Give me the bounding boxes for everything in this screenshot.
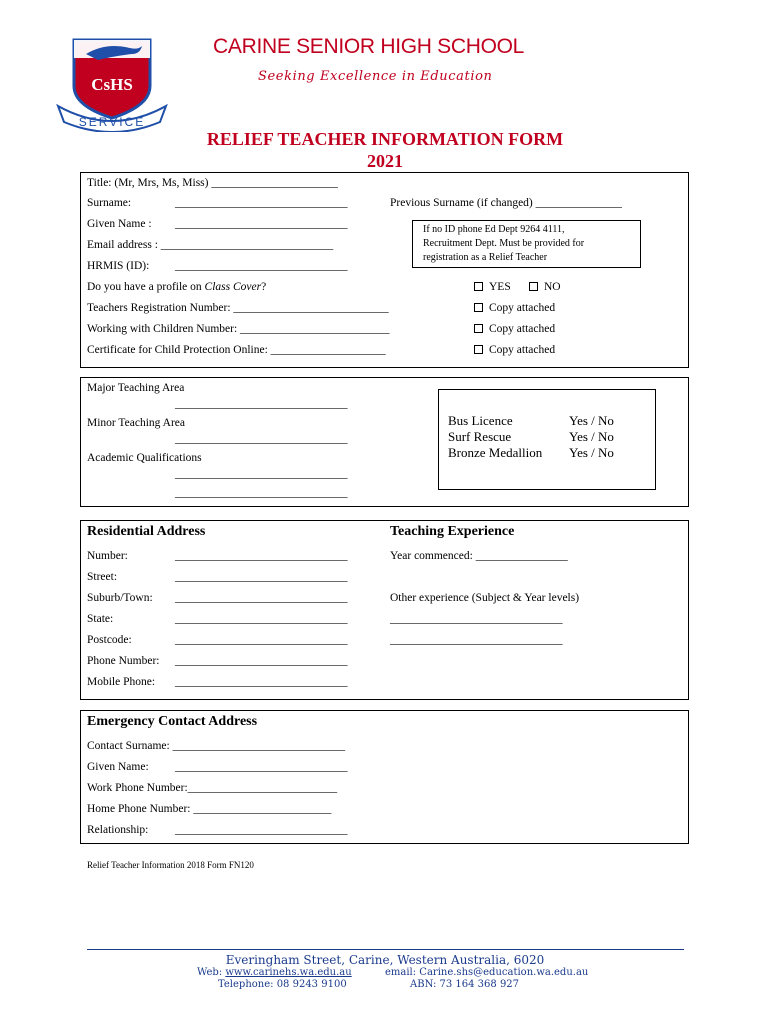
logo-initials: CsHS [91, 75, 133, 94]
emergency-given-name-label: Given Name: [87, 761, 149, 773]
residential-box [80, 520, 689, 700]
ccp-copy-label: Copy attached [489, 344, 556, 356]
bus-licence-label: Bus Licence [448, 413, 513, 428]
school-motto: Seeking Excellence in Education [258, 69, 493, 84]
minor-teaching-field[interactable]: ______________________________ [175, 433, 348, 445]
footer-web [197, 967, 352, 978]
child-protection-field[interactable]: Certificate for Child Protection Online: ____________________ [87, 344, 386, 356]
yes-checkbox[interactable] [474, 282, 483, 291]
school-name: CARINE SENIOR HIGH SCHOOL [213, 35, 525, 58]
class-cover-question-post: ? [261, 281, 267, 293]
wwc-copy-checkbox[interactable] [474, 324, 483, 333]
number-field[interactable]: ______________________________ [175, 550, 348, 562]
id-note-line-1: If no ID phone Ed Dept 9264 4111, [423, 224, 565, 235]
no-label: NO [544, 281, 561, 293]
postcode-label: Postcode: [87, 634, 132, 646]
phone-number-label: Phone Number: [87, 655, 160, 667]
bronze-medallion-label: Bronze Medallion [448, 445, 543, 460]
surname-label: Surname: [87, 197, 132, 209]
given-name-field[interactable]: ______________________________ [175, 218, 348, 230]
teachers-registration-field[interactable]: Teachers Registration Number: ___________________________ [87, 302, 389, 314]
surname-field[interactable]: ______________________________ [175, 197, 348, 209]
school-logo [56, 36, 168, 132]
yes-option[interactable] [474, 281, 511, 293]
ccp-copy-option[interactable] [474, 344, 555, 356]
website-link[interactable]: www.carinehs.wa.edu.au [225, 967, 352, 978]
class-cover-question-pre: Do you have a profile on [87, 281, 205, 293]
bronze-medallion-yes-no[interactable]: Yes / No [569, 445, 614, 460]
suburb-label: Suburb/Town: [87, 592, 153, 604]
emergency-given-name-field[interactable]: ______________________________ [175, 761, 348, 773]
mobile-phone-field[interactable]: ______________________________ [175, 676, 348, 688]
ccp-copy-checkbox[interactable] [474, 345, 483, 354]
wwc-copy-option[interactable] [474, 323, 555, 335]
form-year: 2021 [367, 151, 403, 171]
footer-abn: ABN: 73 164 368 927 [410, 979, 520, 990]
form-reference: Relief Teacher Information 2018 Form FN120 [87, 860, 254, 870]
class-cover-question [87, 281, 266, 293]
hrmis-field[interactable]: ______________________________ [175, 260, 348, 272]
major-teaching-field[interactable]: ______________________________ [175, 398, 348, 410]
trn-copy-label: Copy attached [489, 302, 556, 314]
no-checkbox[interactable] [529, 282, 538, 291]
home-phone-field[interactable]: Home Phone Number: ________________________ [87, 803, 332, 815]
street-label: Street: [87, 571, 118, 583]
logo-banner: SERVICE [78, 115, 146, 129]
previous-surname-field[interactable]: Previous Surname (if changed) _______________ [390, 197, 622, 209]
footer-web-label: Web: [197, 967, 226, 978]
given-name-label: Given Name : [87, 218, 152, 230]
suburb-field[interactable]: ______________________________ [175, 592, 348, 604]
footer-divider [87, 949, 684, 950]
relationship-field[interactable]: ______________________________ [175, 824, 348, 836]
contact-surname-field[interactable]: Contact Surname: ______________________________ [87, 740, 346, 752]
footer-email: email: Carine.shs@education.wa.edu.au [385, 967, 589, 978]
teaching-experience-heading: Teaching Experience [390, 524, 515, 539]
no-option[interactable] [529, 281, 561, 293]
title-field[interactable]: Title: (Mr, Mrs, Ms, Miss) ______________________ [87, 177, 338, 189]
other-experience-field-1[interactable]: ______________________________ [390, 613, 563, 625]
hrmis-label: HRMIS (ID): [87, 260, 150, 272]
yes-label: YES [489, 281, 511, 293]
residential-heading: Residential Address [87, 524, 206, 539]
minor-teaching-label: Minor Teaching Area [87, 417, 185, 429]
number-label: Number: [87, 550, 128, 562]
footer-telephone: Telephone: 08 9243 9100 [218, 979, 347, 990]
work-phone-field[interactable]: Work Phone Number:__________________________ [87, 782, 338, 794]
working-with-children-field[interactable]: Working with Children Number: __________________________ [87, 323, 390, 335]
academic-qualifications-label: Academic Qualifications [87, 452, 202, 464]
state-field[interactable]: ______________________________ [175, 613, 348, 625]
other-experience-field-2[interactable]: ______________________________ [390, 634, 563, 646]
trn-copy-checkbox[interactable] [474, 303, 483, 312]
academic-qualifications-field-1[interactable]: ______________________________ [175, 468, 348, 480]
emergency-heading: Emergency Contact Address [87, 714, 258, 729]
phone-number-field[interactable]: ______________________________ [175, 655, 348, 667]
emergency-box [80, 710, 689, 844]
trn-copy-option[interactable] [474, 302, 555, 314]
email-field[interactable]: Email address : ______________________________ [87, 239, 334, 251]
class-cover-name: Class Cover [204, 281, 262, 293]
major-teaching-label: Major Teaching Area [87, 382, 185, 394]
postcode-field[interactable]: ______________________________ [175, 634, 348, 646]
mobile-phone-label: Mobile Phone: [87, 676, 156, 688]
form-title: RELIEF TEACHER INFORMATION FORM [206, 129, 564, 149]
street-field[interactable]: ______________________________ [175, 571, 348, 583]
id-note-line-2: Recruitment Dept. Must be provided for [423, 238, 585, 249]
bus-licence-yes-no[interactable]: Yes / No [569, 413, 614, 428]
year-commenced-field[interactable]: Year commenced: ________________ [390, 550, 568, 562]
id-note-line-3: registration as a Relief Teacher [423, 252, 548, 263]
surf-rescue-label: Surf Rescue [448, 429, 512, 444]
relationship-label: Relationship: [87, 824, 149, 836]
state-label: State: [87, 613, 114, 625]
surf-rescue-yes-no[interactable]: Yes / No [569, 429, 614, 444]
academic-qualifications-field-2[interactable]: ______________________________ [175, 487, 348, 499]
wwc-copy-label: Copy attached [489, 323, 556, 335]
footer-address: Everingham Street, Carine, Western Australia, 6020 [225, 953, 545, 967]
other-experience-label: Other experience (Subject & Year levels) [390, 592, 580, 604]
